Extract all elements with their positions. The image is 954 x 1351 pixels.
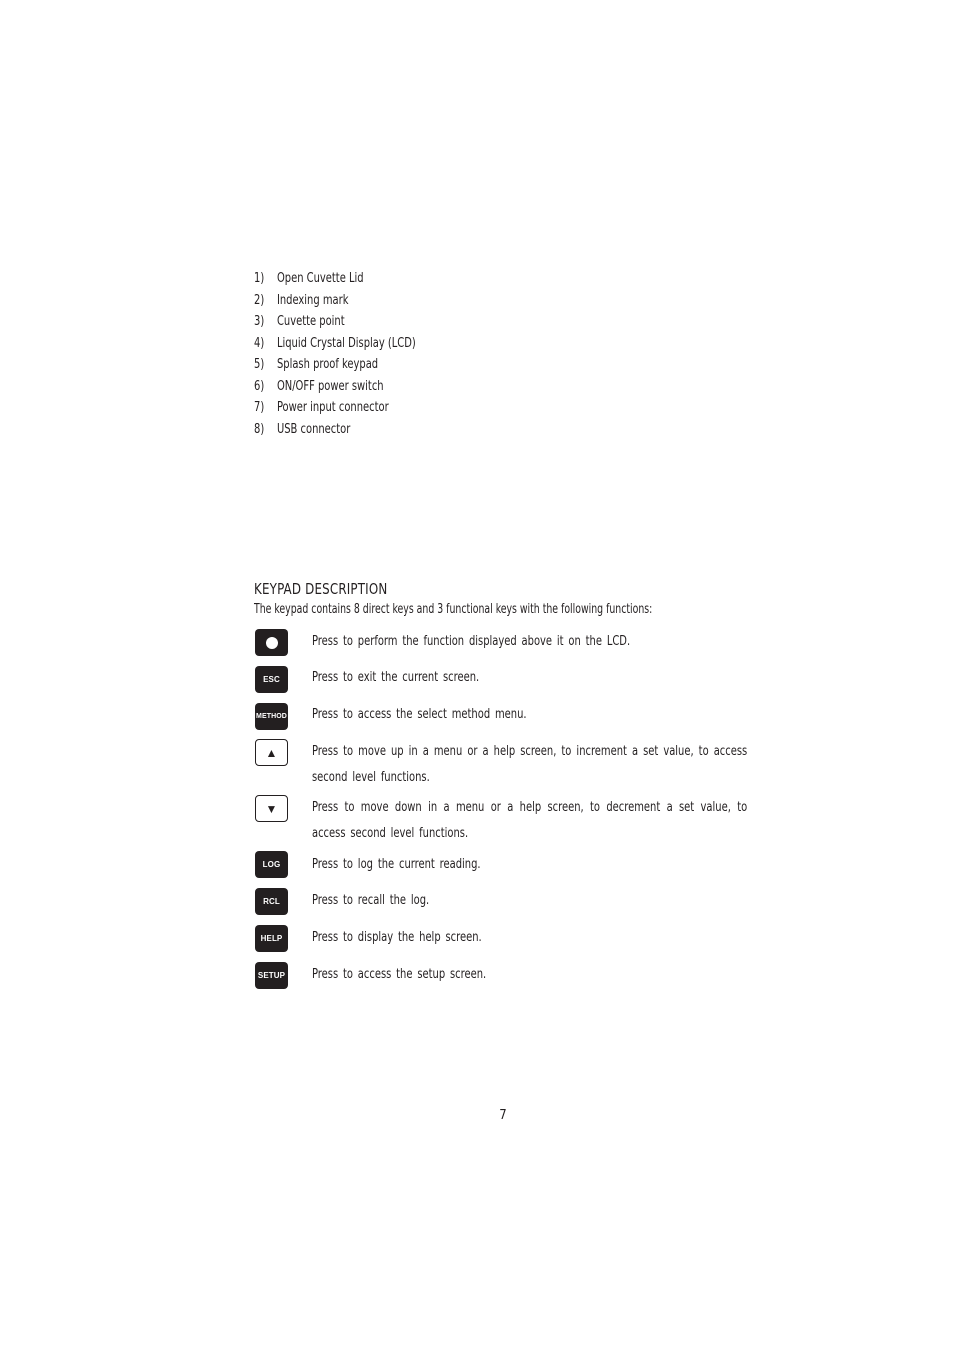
key-description: Press to move down in a menu or a help screen, to decrement a set value, to access second level functions.: [312, 800, 748, 841]
section-heading: KEYPAD DESCRIPTION: [254, 580, 388, 598]
up-key: [255, 739, 288, 766]
rcl-key: RCL: [255, 888, 288, 915]
arrow-up-icon: ▲: [265, 745, 278, 760]
item-label: ON/OFF power switch: [276, 378, 384, 394]
setup-key: SETUP: [255, 962, 288, 989]
esc-key: ESC: [255, 666, 288, 693]
log-key: LOG: [255, 851, 288, 878]
item-number: 6): [254, 378, 265, 394]
key-description: Press to exit the current screen.: [312, 670, 480, 685]
key-description: Press to log the current reading.: [312, 857, 481, 872]
page-number: 7: [499, 1108, 507, 1123]
item-number: 3): [254, 314, 265, 329]
help-key: HELP: [255, 925, 288, 952]
item-label: Splash proof keypad: [276, 357, 379, 372]
item-number: 2): [254, 292, 265, 308]
key-description: Press to move up in a menu or a help screen, to increment a set value, to access second level functions.: [312, 744, 748, 785]
section-intro: The keypad contains 8 direct keys and 3 functional keys with the following functions:: [254, 602, 653, 617]
parts-list: [254, 268, 444, 440]
item-number: 5): [254, 357, 265, 372]
list-item: [254, 376, 416, 398]
item-number: 4): [254, 335, 265, 351]
key-description: Press to recall the log.: [312, 893, 430, 908]
key-description: Press to display the help screen.: [312, 930, 482, 945]
list-item: [254, 354, 416, 376]
item-label: Open Cuvette Lid: [276, 271, 364, 286]
item-label: Indexing mark: [276, 292, 349, 308]
function-key: [255, 629, 288, 656]
key-description: Press to perform the function displayed above it on the LCD.: [312, 634, 631, 649]
item-number: 7): [254, 400, 265, 415]
item-label: Cuvette point: [276, 314, 345, 329]
dot-icon: [266, 637, 278, 649]
list-item: [254, 311, 416, 333]
list-item: [254, 268, 416, 290]
item-number: 1): [254, 271, 265, 286]
list-item: [254, 333, 416, 355]
list-item: [254, 419, 416, 441]
arrow-down-icon: ▼: [265, 801, 278, 816]
down-key: [255, 795, 288, 822]
key-description: Press to access the setup screen.: [312, 967, 487, 982]
item-label: Power input connector: [276, 400, 389, 415]
item-label: Liquid Crystal Display (LCD): [276, 335, 416, 351]
list-item: [254, 290, 416, 312]
method-key: METHOD: [255, 703, 288, 730]
item-label: USB connector: [276, 421, 351, 437]
list-item: [254, 397, 416, 419]
key-description: Press to access the select method menu.: [312, 707, 527, 722]
item-number: 8): [254, 421, 265, 437]
